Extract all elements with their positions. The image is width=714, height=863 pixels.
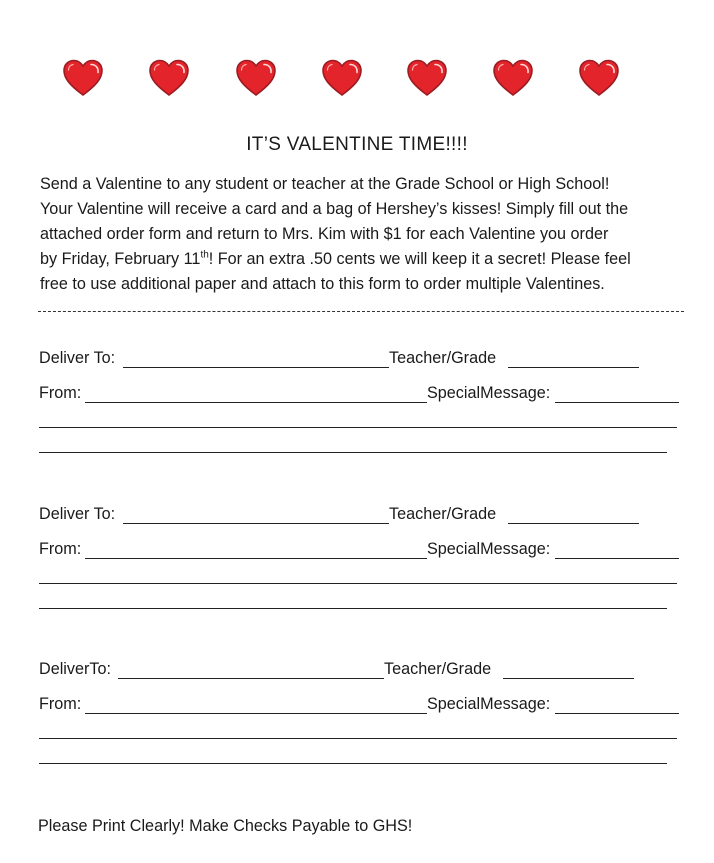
from-row (39, 540, 684, 562)
footer-note: Please Print Clearly! Make Checks Payable to GHS! (38, 817, 413, 835)
message-line[interactable] (39, 763, 667, 764)
intro-line: Send a Valentine to any student or teacher at the Grade School or High School! (40, 175, 610, 193)
teacher-grade-field[interactable] (503, 678, 634, 679)
message-line[interactable] (39, 427, 677, 428)
special-message-label: SpecialMessage: (427, 540, 551, 558)
deliver-row (39, 349, 684, 371)
intro-line-part: by Friday, February 11 (40, 250, 201, 268)
message-line[interactable] (39, 738, 677, 739)
page-title: IT’S VALENTINE TIME!!!! (246, 134, 468, 155)
special-message-field[interactable] (555, 402, 679, 403)
from-row (39, 695, 684, 717)
teacher-grade-label: Teacher/Grade (384, 660, 492, 678)
special-message-label: SpecialMessage: (427, 384, 551, 402)
intro-line-part: ! For an extra .50 cents we will keep it a secret! Please feel (208, 250, 631, 268)
intro-line: attached order form and return to Mrs. Kim with $1 for each Valentine you order (40, 225, 609, 243)
deliver-to-field[interactable] (118, 678, 384, 679)
intro-line (40, 247, 690, 272)
message-line[interactable] (39, 452, 667, 453)
heart-icon (234, 58, 278, 98)
deliver-to-label: Deliver To: (39, 505, 116, 523)
heart-icon (491, 58, 535, 98)
from-label: From: (39, 695, 82, 713)
intro-line: free to use additional paper and attach to this form to order multiple Valentines. (40, 275, 605, 293)
message-line[interactable] (39, 583, 677, 584)
heart-icon (61, 58, 105, 98)
heart-icon (577, 58, 621, 98)
heart-icon (320, 58, 364, 98)
intro-paragraph (40, 172, 690, 297)
deliver-row (39, 505, 684, 527)
teacher-grade-field[interactable] (508, 523, 639, 524)
from-row (39, 384, 684, 406)
from-field[interactable] (85, 713, 427, 714)
deliver-to-field[interactable] (123, 523, 389, 524)
heart-icon (147, 58, 191, 98)
special-message-field[interactable] (555, 558, 679, 559)
deliver-to-label: DeliverTo: (39, 660, 111, 678)
teacher-grade-label: Teacher/Grade (389, 349, 497, 367)
from-field[interactable] (85, 558, 427, 559)
teacher-grade-field[interactable] (508, 367, 639, 368)
special-message-label: SpecialMessage: (427, 695, 551, 713)
heart-icon (405, 58, 449, 98)
special-message-field[interactable] (555, 713, 679, 714)
from-label: From: (39, 540, 82, 558)
deliver-to-field[interactable] (123, 367, 389, 368)
teacher-grade-label: Teacher/Grade (389, 505, 497, 523)
intro-line: Your Valentine will receive a card and a bag of Hershey’s kisses! Simply fill out the (40, 200, 629, 218)
deliver-row (39, 660, 684, 682)
hearts-row (0, 58, 714, 104)
message-line[interactable] (39, 608, 667, 609)
deliver-to-label: Deliver To: (39, 349, 116, 367)
cut-line-divider (38, 311, 684, 312)
ordinal-suffix: th (200, 249, 209, 261)
from-label: From: (39, 384, 82, 402)
from-field[interactable] (85, 402, 427, 403)
